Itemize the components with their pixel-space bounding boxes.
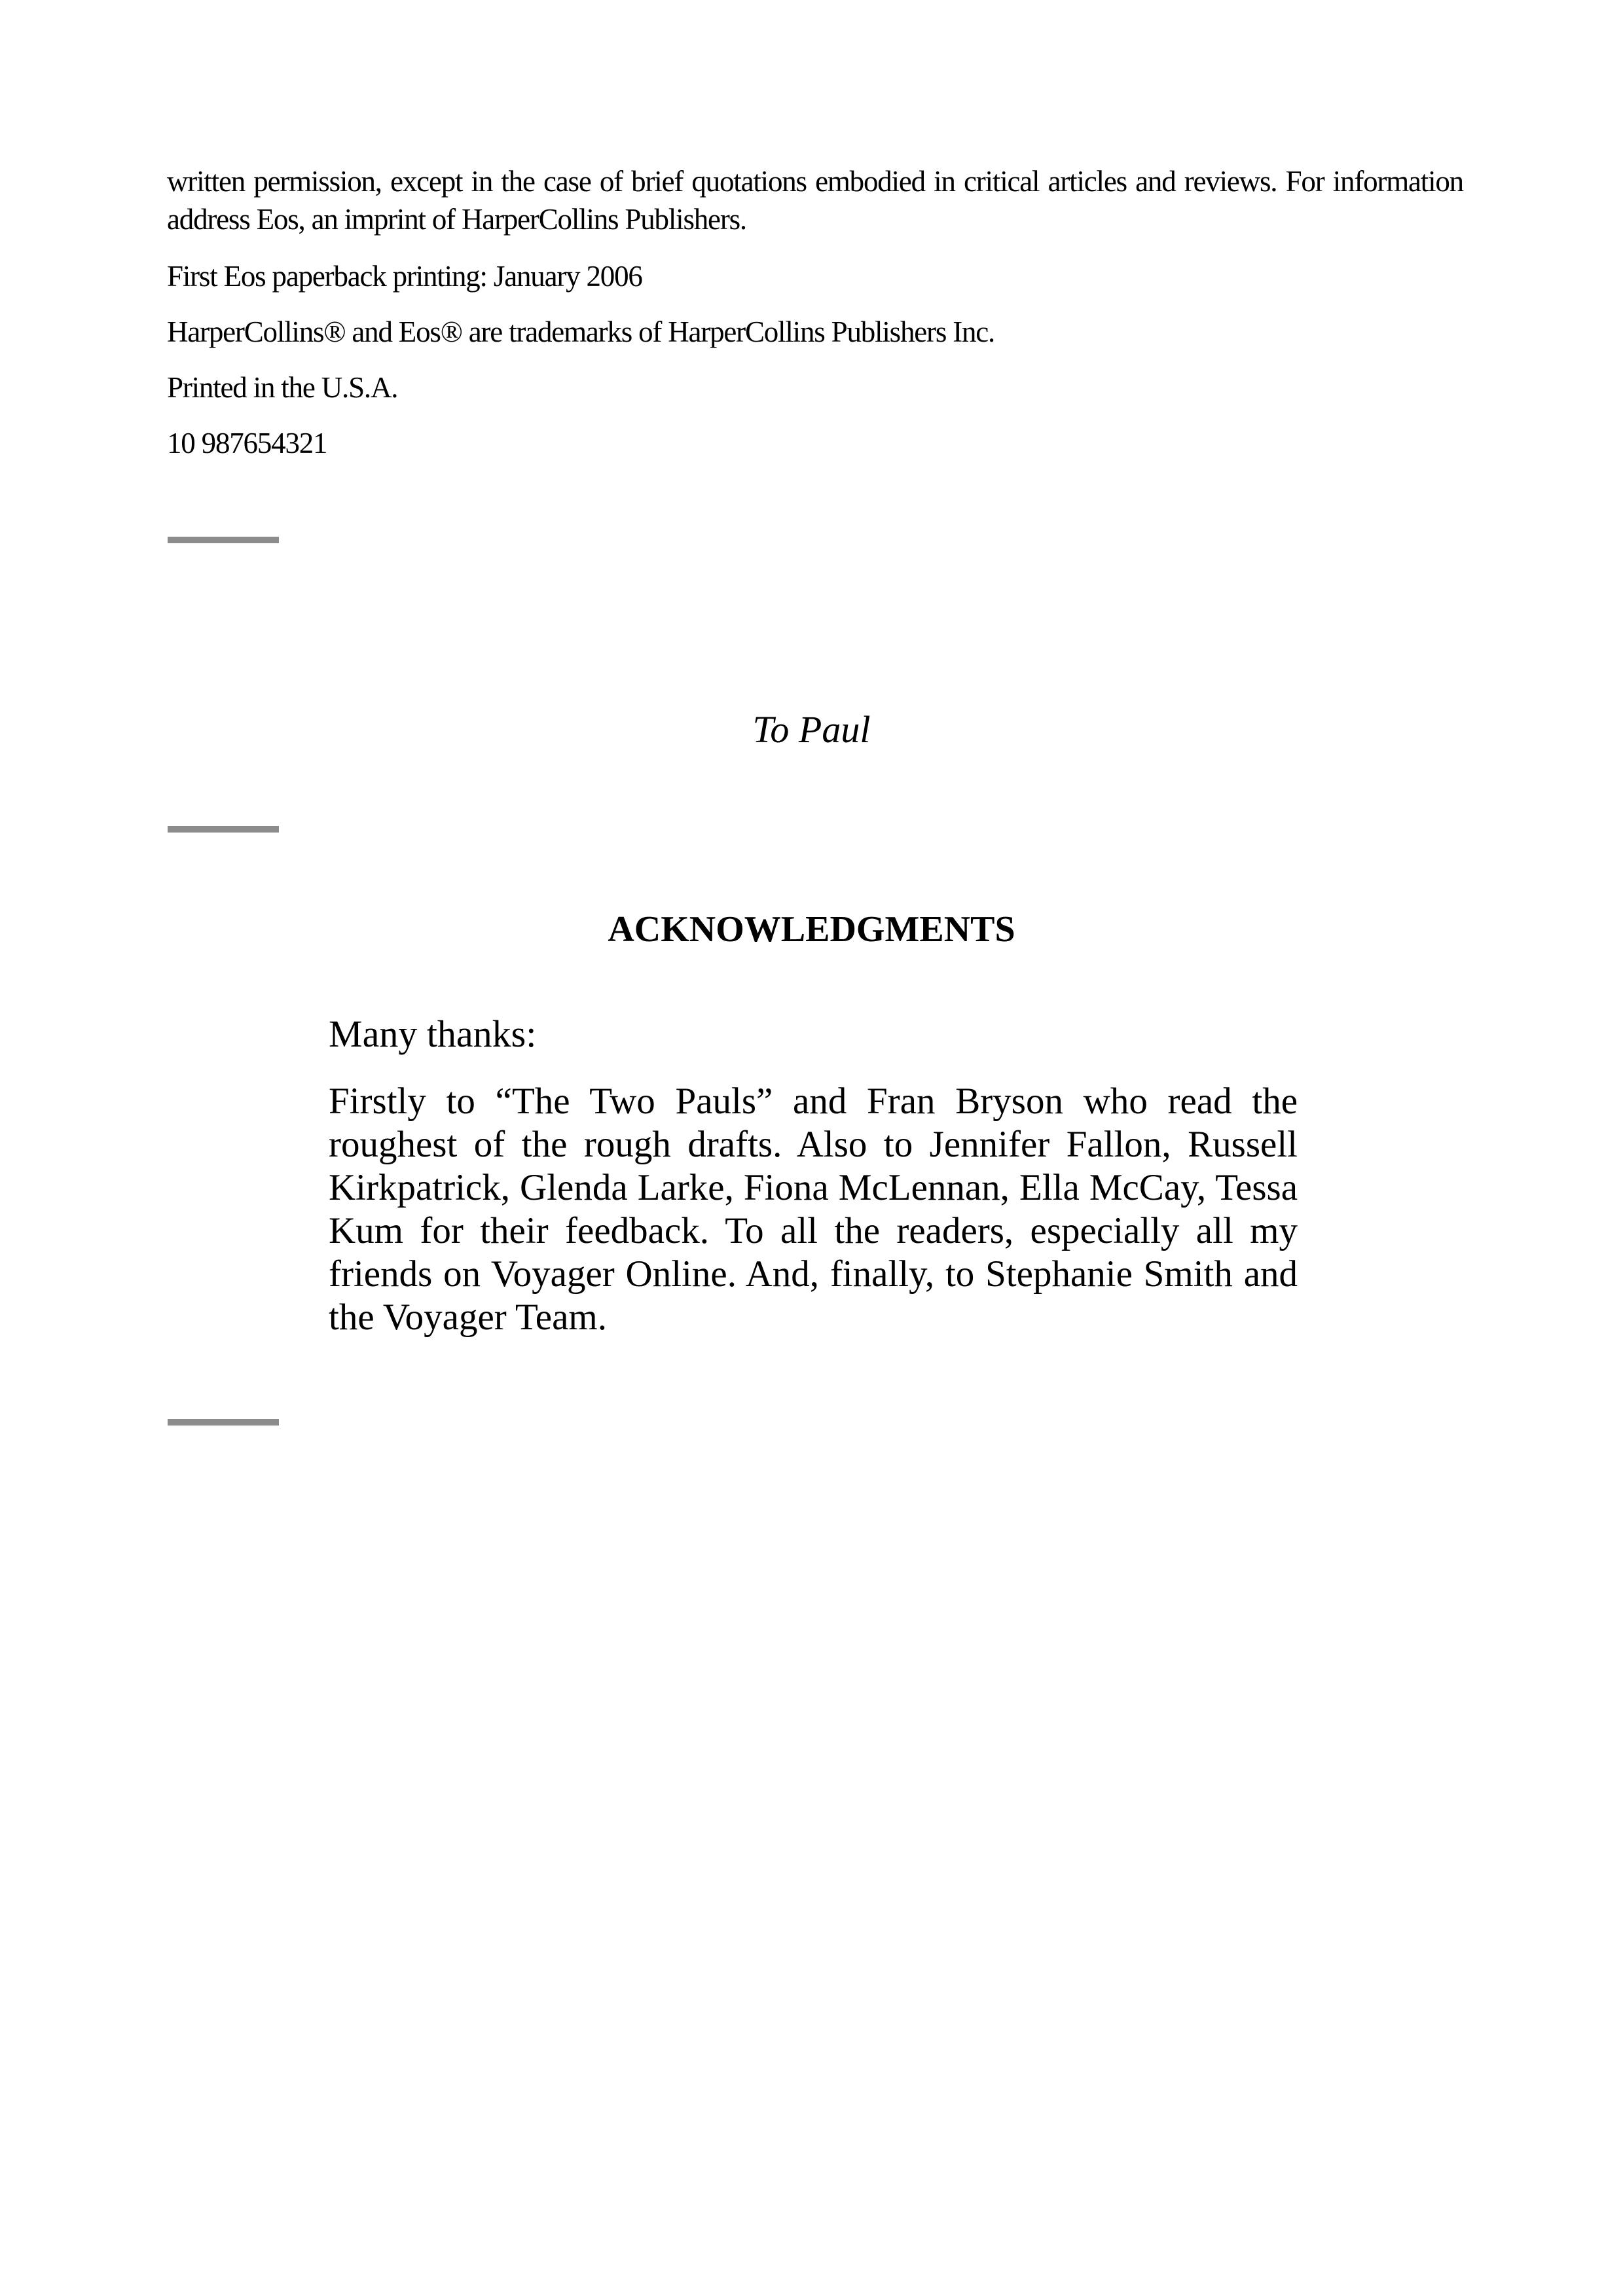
dedication-text: To Paul <box>752 708 871 751</box>
section-divider-3 <box>168 1419 279 1426</box>
acknowledgments-body: Firstly to “The Two Pauls” and Fran Bryson who read the roughest of the rough drafts. Also to Jennifer Fallon, Russell Kirkpatrick, Glenda Larke, Fiona McLennan, Ella McCay, Tessa Kum for their feedback. To all the readers, especially all my friends on Voyager Online. And, finally, to Stephanie Smith and the Voyager Team. <box>329 1081 1298 1338</box>
printing-date-text: First Eos paperback printing: January 2006 <box>167 260 642 293</box>
acknowledgments-intro: Many thanks: <box>329 1013 537 1055</box>
acknowledgments-heading: ACKNOWLEDGMENTS <box>608 909 1015 950</box>
copyright-permission-text: written permission, except in the case of brief quotations embodied in critical articles and reviews. For information address Eos, an imprint of HarperCollins Publishers. <box>167 165 1463 236</box>
print-number-line: 10 987654321 <box>167 427 327 459</box>
trademark-notice: HarperCollins® and Eos® are trademarks of HarperCollins Publishers Inc. <box>167 315 995 348</box>
section-divider-1 <box>168 537 279 543</box>
printed-in-text: Printed in the U.S.A. <box>167 371 398 404</box>
section-divider-2 <box>168 826 279 833</box>
